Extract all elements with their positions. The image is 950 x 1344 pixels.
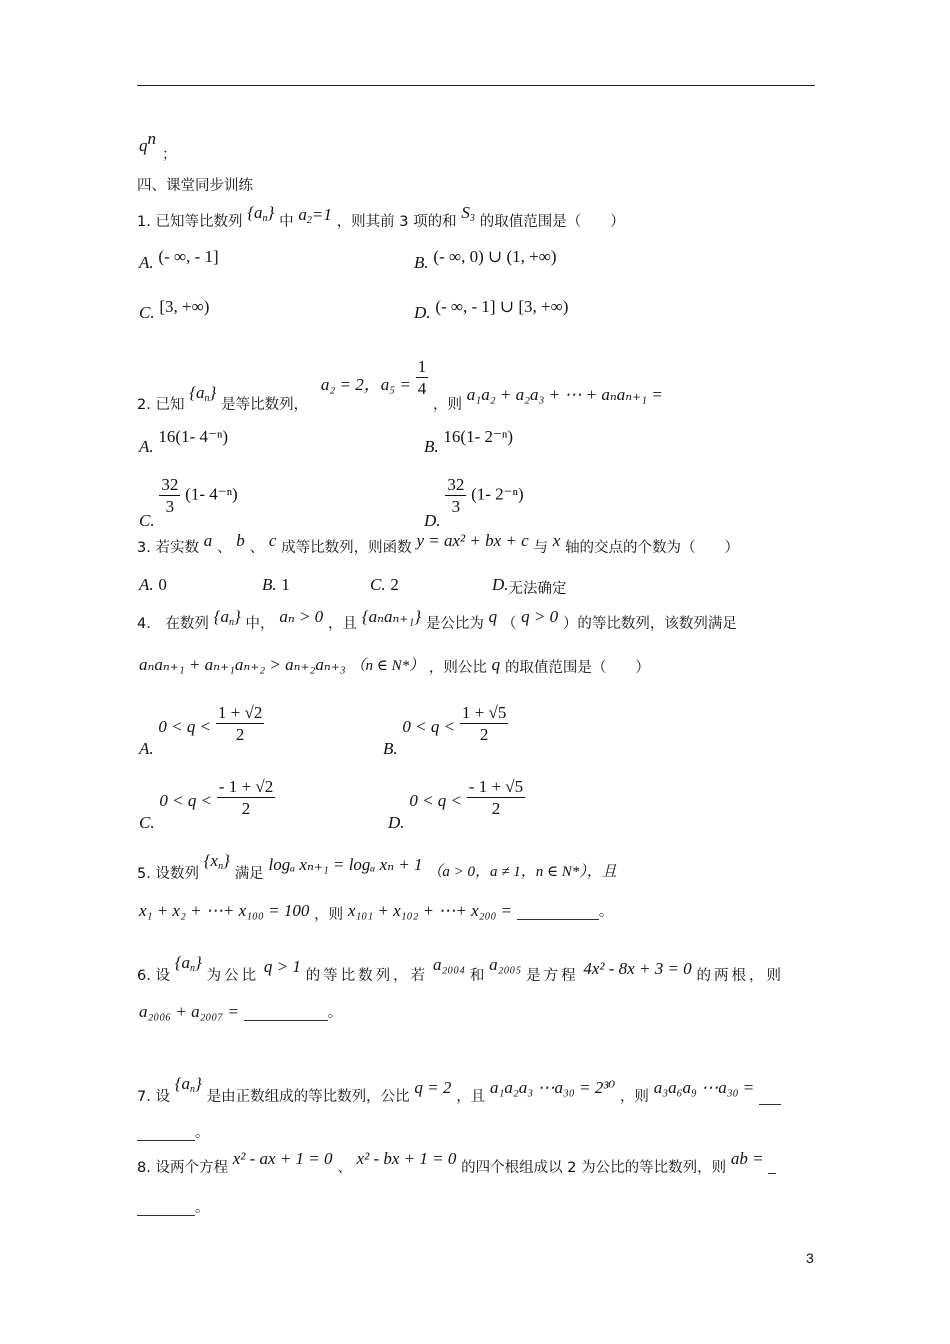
question-2: 2. 已知 $\{a_n\}$ 是等比数列， a₂ = 2，a₅ = $\frac{1}{4}$ ，则 a₁a₂ + a₂a₃ + ⋯ + aₙaₙ₊₁ =	[137, 357, 663, 413]
q4-option-d[interactable]: D. 0 < q < $\frac{- 1 + √5}{2}$	[388, 777, 524, 832]
q1-option-b[interactable]: B. (- ∞, 0) ∪ (1, +∞)	[414, 247, 557, 272]
question-8-line-2: 。	[137, 1200, 210, 1216]
fraction-one-quarter: $\frac{1}{4}$	[417, 357, 427, 398]
q8-answer-blank-start[interactable]	[768, 1159, 776, 1174]
q1-option-a[interactable]: A. (- ∞, - 1]	[139, 247, 219, 272]
q3-option-d[interactable]: D.无法确定	[492, 575, 567, 597]
q7-answer-blank[interactable]	[137, 1126, 195, 1141]
question-7-line-2: 。	[137, 1125, 210, 1141]
seq-xn: $\{x_n\}$	[203, 851, 230, 872]
q3-option-b[interactable]: B. 1	[262, 575, 290, 594]
q7-answer-blank-start[interactable]	[759, 1090, 781, 1105]
seq-an: $\{a_n\}$	[247, 203, 275, 224]
q2-option-d[interactable]: D. $\frac{32}{3}$ (1- 2⁻ⁿ)	[424, 475, 524, 530]
seq-an: $\{a_n\}$	[213, 607, 241, 628]
q8-answer-blank[interactable]	[137, 1201, 195, 1216]
section-title: 四、课堂同步训练	[137, 178, 253, 194]
question-5-line-2: x₁ + x₂ + ⋯+ x₁₀₀ = 100 ，则 x₁₀₁ + x₁₀₂ + ⋯+ x₂₀₀ = 。	[139, 901, 614, 923]
seq-an: $\{a_n\}$	[174, 1074, 202, 1095]
question-4: 4. 在数列 $\{a_n\}$ 中， aₙ > 0 ，且 {aₙaₙ₊₁} 是公比为 q （ q > 0 ）的等比数列，该数列满足	[137, 607, 737, 632]
q3-option-c[interactable]: C. 2	[370, 575, 399, 594]
question-3: 3. 若实数 a 、 b 、 c 成等比数列，则函数 y = ax² + bx + c 与 x 轴的交点的个数为（ ）	[137, 531, 740, 556]
prev-fragment: $q^n$；	[139, 129, 177, 163]
q3-option-a[interactable]: A. 0	[139, 575, 167, 594]
q1-option-c[interactable]: C. [3, +∞)	[139, 297, 210, 322]
seq-an: $\{a_n\}$	[174, 953, 202, 974]
q2-option-a[interactable]: A. 16(1- 4⁻ⁿ)	[139, 427, 228, 456]
question-6-line-2: a₂₀₀₆ + a₂₀₀₇ = 。	[139, 1002, 343, 1021]
q4-option-b[interactable]: B. 0 < q < $\frac{1 + √5}{2}$	[383, 703, 507, 758]
seq-an-an1: {aₙaₙ₊₁}	[361, 607, 422, 626]
q1-option-d[interactable]: D. (- ∞, - 1] ∪ [3, +∞)	[414, 297, 569, 322]
q4-option-a[interactable]: A. 0 < q < $\frac{1 + √2}{2}$	[139, 703, 263, 758]
question-5: 5. 设数列 $\{x_n\}$ 满足 logₐ xₙ₊₁ = logₐ xₙ + 1 （a > 0，a ≠ 1，n ∈ N*），且	[137, 851, 617, 882]
question-1: 1. 已知等比数列 $\{a_n\}$ 中 $a_2=1$ ，则其前 3 项的和 $S_3$ 的取值范围是（ ）	[137, 203, 625, 230]
q4-option-c[interactable]: C. 0 < q < $\frac{- 1 + √2}{2}$	[139, 777, 274, 832]
question-8: 8. 设两个方程 x² - ax + 1 = 0 、 x² - bx + 1 = 0 的四个根组成以 2 为公比的等比数列，则 ab =	[137, 1150, 776, 1168]
question-4-line-2: aₙaₙ₊₁ + aₙ₊₁aₙ₊₂ > aₙ₊₂aₙ₊₃ （n ∈ N*） ，则公比 q 的取值范围是（ ）	[139, 655, 650, 676]
q6-answer-blank[interactable]	[244, 1006, 328, 1021]
q5-answer-blank[interactable]	[517, 905, 599, 920]
q2-option-c[interactable]: C. $\frac{32}{3}$ (1- 4⁻ⁿ)	[139, 475, 238, 530]
header-rule	[137, 85, 815, 86]
question-6: 6. 设 $\{a_n\}$ 为公比 q > 1 的等比数列，若 a₂₀₀₄ 和 a₂₀₀₅ 是方程 4x² - 8x + 3 = 0 的两根，则	[137, 953, 784, 984]
seq-an: $\{a_n\}$	[189, 382, 217, 404]
question-7: 7. 设 $\{a_n\}$ 是由正数组成的等比数列，公比 q = 2 ，且 a₁a₂a₃ ⋯a₃₀ = 2³⁰ ，则 a₃a₆a₉ ⋯a₃₀ =	[137, 1075, 781, 1095]
q2-option-b[interactable]: B. 16(1- 2⁻ⁿ)	[424, 427, 513, 456]
page-number: 3	[806, 1250, 814, 1266]
